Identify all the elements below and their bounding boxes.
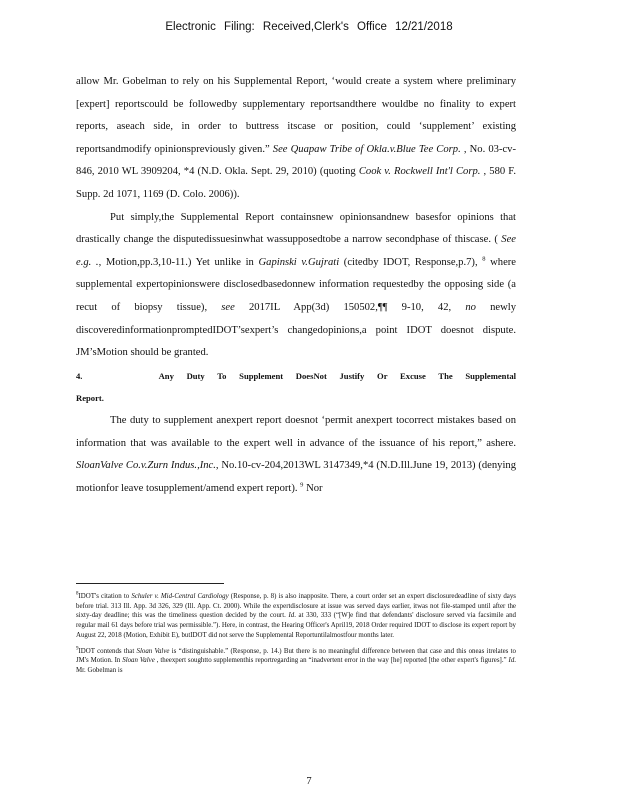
- citation-quapaw: See Quapaw Tribe of Okla.v.Blue Tee Corp.: [272, 143, 461, 155]
- citation-see-eg: See e.g. .,: [76, 234, 516, 268]
- fn9-text-b: is “distinguishable.” (Response, p. 14.) But there is no meaningful difference between that case and this oneas itrelates to JM's Motion. In: [76, 647, 517, 665]
- footnote-9: [76, 647, 516, 676]
- p2-text-f: newly discoveredinformationpromptedIDOT’sexpert’s changedopinions,a point IDOT doesnot dispute. JM’sMotion should be granted.: [76, 301, 516, 359]
- fn8-text-a: IDOT's citation to: [78, 593, 132, 600]
- fn9-text-a: IDOT contends that: [78, 647, 137, 655]
- filing-stamp-header: Electronic Filing: Received,Clerk's Office 12/21/2018: [165, 21, 453, 33]
- p2-text-c: (citedby IDOT, Response,p.7),: [339, 256, 483, 268]
- section-title: Any Duty To Supplement DoesNot Justify Or Excuse The Supplemental Report.: [76, 370, 516, 404]
- p3-text-b: No.10-cv-204,2013WL 3147349,*4 (N.D.Ill.June 19, 2013) (denying motionfor leave tosupplement/amend expert report).: [76, 460, 516, 494]
- p2-text-b: Motion,pp.3,10-11.) Yet unlike in: [101, 256, 259, 268]
- citation-schuler: Schuler v. Mid-Central Cardiology: [131, 593, 229, 600]
- citation-cook: Cook v. Rockwell Int'l Corp.: [358, 166, 481, 178]
- p2-text-a: Put simply,the Supplemental Report containsnew opinionsandnew basesfor opinions that drastically change the disputedissuesinwhat wassupposedtobe a narrow secondphase of thiscase. (: [76, 211, 516, 246]
- footnote-separator: [76, 583, 224, 584]
- paragraph-1: [76, 71, 516, 207]
- fn8-text-c: . at 330, 333 (“[W]e find that defendants' disclosure served via facsimile and regular mail 61 days before trial was permissible.”). Here, in contrast, the Hearing Officer's April19, 2018 Order required IDOT to disclose its expert report by August 22, 2018 (Motion, Exhibit E), butIDOT did not serve the Supplemental Reportuntilalmostfour months later.: [76, 612, 516, 639]
- p2-text-e: 2017IL App(3d) 150502,¶¶ 9-10, 42,: [234, 301, 466, 313]
- p3-text-c: Nor: [303, 482, 323, 494]
- footnote-ref-8: 8: [482, 255, 486, 263]
- fn9-text-d: . Mr. Gobelman is: [76, 657, 517, 674]
- word-no: no: [465, 301, 476, 313]
- p1-text-c: , 580 F. Supp. 2d 1071, 1169 (D. Colo. 2006)).: [76, 166, 516, 200]
- footnote-8-number: 8: [76, 591, 79, 597]
- p1-text-b: , No. 03-cv-846, 2010 WL 3909204, *4 (N.D. Okla. Sept. 29, 2010) (quoting: [76, 143, 516, 178]
- document-body: [76, 71, 516, 500]
- footnote-ref-9: 9: [300, 481, 304, 489]
- footnotes: [76, 592, 516, 682]
- footnote-9-number: 9: [76, 646, 79, 652]
- citation-sloan-valve-2: Sloan Valve: [122, 657, 155, 665]
- citation-id: Id: [288, 612, 295, 620]
- p2-text-d: where supplemental expertopinionswere disclosedbasedonnew information requestedby the opposing side (a recut of biopsy tissue),: [76, 256, 516, 313]
- page-number: 7: [306, 776, 312, 787]
- fn9-text-c: , theexpert soughtto supplementhis reportregarding an “inadvertent error in the way [he] reported [the other expert's figures].”: [154, 657, 509, 665]
- p1-text-a: allow Mr. Gobelman to rely on his Supplemental Report, ‘would create a system where preliminary [expert] reportscould be followedby supplementary reportsandthere wouldbe no finality to expert reports, aseach side, in order to buttress itscase or position, could ‘supplement’ existing reportsandmodify opinionspreviously given.”: [76, 76, 516, 155]
- fn8-text-b: (Response, p. 8) is also inapposite. There, a court order set an expert disclosuredeadline of sixty days before trial. 313 Ill. App. 3d 326, 329 (Ill. App. Ct. 2000). While the expertdisclosure at issue was served days earlier, itwas not file-stamped until after the sixty-day deadline; this was the timeliness question decided by the court.: [76, 593, 516, 620]
- citation-gapinski: Gapinski v.Gujrati: [258, 256, 340, 268]
- citation-sloan-valve-1: Sloan Valve: [136, 647, 170, 655]
- paragraph-2: [76, 207, 516, 365]
- paragraph-3: [76, 410, 516, 500]
- citation-id-2: Id: [508, 657, 515, 665]
- section-heading: [76, 365, 516, 410]
- footnote-8: [76, 592, 516, 641]
- p3-text-a: The duty to supplement anexpert report doesnot ‘permit anexpert tocorrect mistakes based on information that was available to the expert well in advance of the issuance of his report,” ashere.: [76, 414, 516, 449]
- citation-see: see: [221, 301, 235, 313]
- citation-sloan-valve: SloanValve Co.v.Zurn Indus.,Inc.,: [76, 460, 219, 472]
- section-number: 4.: [76, 370, 83, 381]
